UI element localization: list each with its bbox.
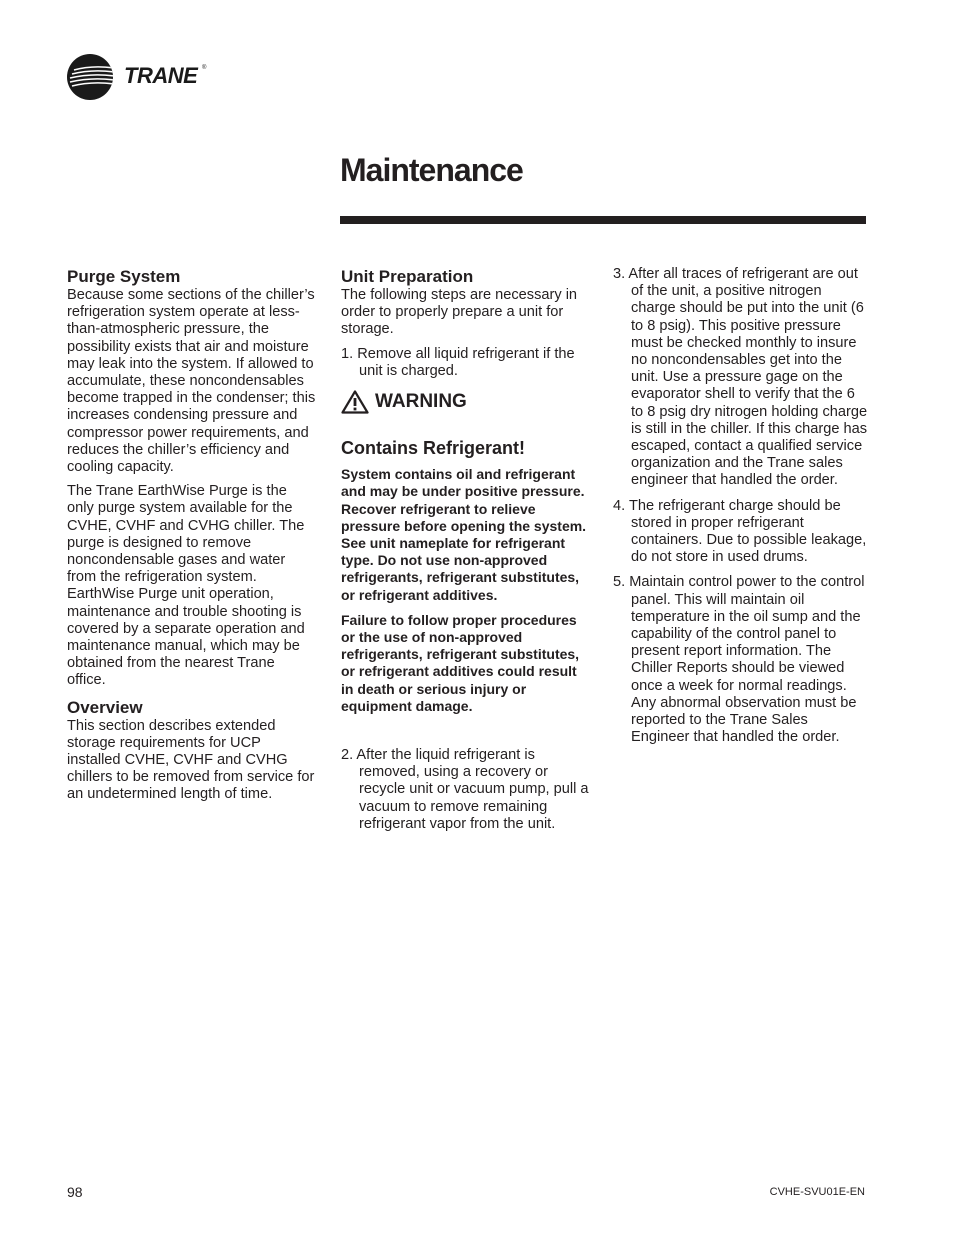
step-3: 3. After all traces of refrigerant are out of the unit, a positive nitrogen charge should be put into the unit (6 to 8 psig). This positive pressure must be checked monthly to insure no noncondensables get into the unit. Use a pressure gage on the evaporator shell to verify that the 6 to 8 psig dry nitrogen holding charge is still in the chiller. If this charge has escaped, contact a qualified service organization and the Trane sales engineer that handled the order.: [613, 266, 868, 489]
trane-logo-icon: [66, 53, 114, 101]
unit-preparation-intro: The following steps are necessary in order to properly prepare a unit for storage.: [341, 287, 578, 338]
warning-header: [341, 390, 593, 414]
step-5: 5. Maintain control power to the control panel. This will maintain oil temperature in the oil sump and the capability of the control panel to present report information. The Chiller Reports should be viewed once a week for normal readings. Any abnormal observation must be reported to the Trane Sales Engineer that handled the order.: [613, 574, 865, 746]
column-right: [613, 266, 869, 754]
trane-wordmark: TRANE: [124, 63, 198, 88]
document-code: CVHE-SVU01E-EN: [769, 1186, 865, 1198]
registered-mark: ®: [202, 65, 207, 71]
page-number: 98: [67, 1184, 83, 1200]
step-1: 1. Remove all liquid refrigerant if the unit is charged.: [341, 345, 575, 379]
purge-system-paragraph-2: The Trane EarthWise Purge is the only purge system available for the CVHE, CVHF and CVHG chiller. The purge is designed to remove noncondensable gases and water from the refrigeration system. EarthWise Purge unit operation, maintenance and trouble shooting is covered by a separate operation and maintenance manual, which may be obtained from the nearest Trane office.: [67, 483, 305, 689]
overview-heading: Overview: [67, 697, 143, 717]
purge-system-paragraph-1: Because some sections of the chiller’s refrigeration system operate at less-than-atmospheric pressure, the possibility exists that air and moisture may leak into the system. If allowed to accumulate, these noncondensables become trapped in the condenser; this increases condensing pressure and compressor power requirements, and reduces the chiller’s efficiency and cooling capacity.: [67, 287, 316, 476]
purge-system-heading: Purge System: [67, 267, 181, 286]
warning-paragraph-2: Failure to follow proper procedures or the use of non-approved refrigerants, refrigerant substitutes, or refrigerant additives could result in death or serious injury or equipment damage.: [341, 611, 580, 714]
page-title: Maintenance: [340, 152, 523, 188]
step-4: 4. The refrigerant charge should be stored in proper refrigerant containers. Due to possible leakage, do not store in used drums.: [613, 497, 867, 566]
title-rule: [340, 216, 866, 224]
warning-label: WARNING: [375, 391, 467, 413]
overview-paragraph: This section describes extended storage requirements for UCP installed CVHE, CVHF and CVHG chillers to be removed from service for an undetermined length of time.: [67, 717, 315, 803]
trane-logo: [66, 53, 216, 101]
warning-triangle-icon: [341, 390, 369, 414]
warning-paragraph-1: System contains oil and refrigerant and may be under positive pressure. Recover refrigerant to relieve pressure before opening the system. See unit nameplate for refrigerant type. Do not use non-approved refrigerants, refrigerant substitutes, or refrigerant additives.: [341, 466, 587, 603]
unit-preparation-heading: Unit Preparation: [341, 267, 474, 286]
hazard-title: Contains Refrigerant!: [341, 438, 526, 459]
step-2: 2. After the liquid refrigerant is removed, using a recovery or recycle unit or vacuum pump, pull a vacuum to remove remaining refrigerant vapor from the unit.: [341, 747, 589, 832]
column-left: [67, 266, 317, 811]
column-middle: [341, 266, 593, 840]
